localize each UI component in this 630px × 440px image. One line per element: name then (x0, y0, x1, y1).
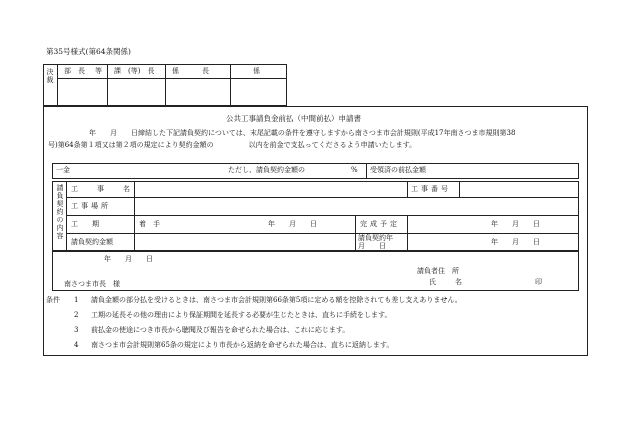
seal-mark: 印 (535, 278, 542, 286)
condition-text: 工期の延長その他の理由により保証期間を延長する必要が生じたときは、直ちに手続をします。 (91, 311, 392, 319)
start-date: 年 月 日 (268, 220, 317, 228)
contract-date-label-2: 月 日 (358, 242, 386, 250)
conditions-label: 条件 (46, 296, 60, 304)
contract-date-label-1: 請負契約年 (358, 234, 393, 242)
application-date: 年 月 日 (104, 255, 153, 263)
intro-line-2: 号)第64条第１項又は第２項の規定により契約金額の 以内を前金で支払ってくださるよう申請いたします。 (48, 141, 417, 149)
condition-number: 2 (74, 311, 79, 319)
amount-label: 一金 (56, 166, 70, 174)
approval-header-staff: 係 (253, 67, 260, 75)
form-number: 第35号様式(第64条関係) (46, 47, 131, 56)
approval-header-manager: 部 長 (64, 67, 85, 75)
received-advance-label: 受領済の前払金額 (370, 166, 426, 174)
condition-text: 前払金の使途につき市長から聴聞及び報告を命ぜられた場合は、これに応じます。 (91, 326, 350, 334)
condition-number: 4 (74, 341, 79, 349)
form-title: 公共工事請負金前払（中間前払）申請書 (226, 114, 361, 123)
condition-text: 南さつま市会計規則第65条の規定により市長から返納を命ぜられた場合は、直ちに返納します。 (91, 341, 394, 349)
work-number-label: 工事番号 (411, 185, 451, 193)
approval-label: 決裁 (46, 68, 54, 84)
intro-line-1: 年 月 日締結した下記請負契約については、末尾記載の条件を遵守しますから南さつま市会計規則(平成17年南さつま市規則第38 (89, 129, 516, 137)
start-label: 着 手 (139, 220, 160, 228)
approval-header-subsection-chief: 係 長 (172, 67, 217, 75)
ratio-label: ただし、請負契約金額の (228, 166, 305, 174)
contract-date-value: 年 月 日 (491, 238, 540, 246)
applicant-address-label: 請負者住 所 (417, 267, 459, 275)
completion-label: 完成予定 (360, 220, 400, 228)
percent-sign: % (351, 166, 358, 174)
work-site-label: 工事場所 (71, 202, 111, 210)
period-label: 工 期 (71, 220, 99, 228)
condition-text: 請負金額の部分払を受けるときは、南さつま市会計規則第66条第5項に定める額を控除されても差し支えありません。 (91, 296, 462, 304)
completion-date: 年 月 日 (491, 220, 540, 228)
applicant-name-label: 氏 名 (429, 278, 468, 286)
condition-number: 1 (74, 296, 79, 304)
condition-number: 3 (74, 326, 79, 334)
addressee: 南さつま市長 様 (64, 280, 120, 288)
contract-side-label: 請負契約の内容 (56, 184, 64, 240)
contract-amount-label: 請負契約金額 (71, 238, 113, 246)
approval-header-etc: 等 (95, 67, 102, 75)
approval-header-section-chief: 課 (等) 長 (114, 67, 155, 75)
work-name-label: 工 事 名 (71, 185, 136, 193)
